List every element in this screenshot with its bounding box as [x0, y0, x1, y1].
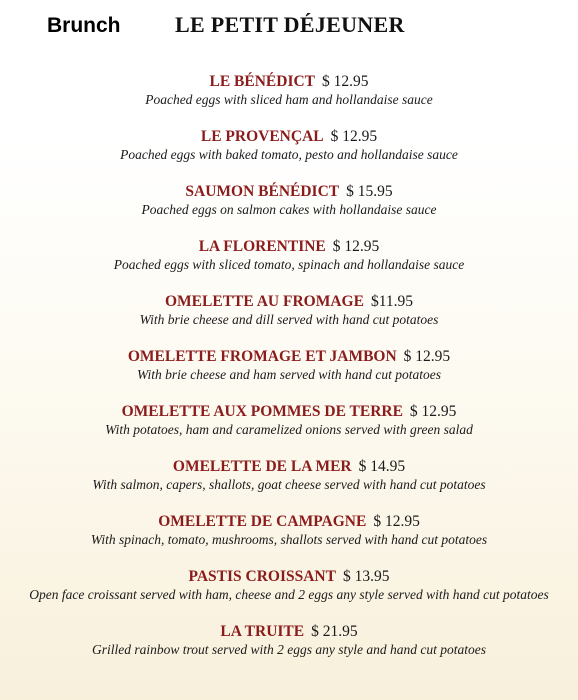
section-label: Brunch [47, 14, 121, 37]
menu-item [0, 237, 578, 274]
menu-item-name: OMELETTE DE LA MER [172, 458, 352, 475]
menu-item-heading [6, 292, 572, 311]
menu-item [0, 127, 578, 164]
menu-item-heading [6, 567, 572, 586]
menu-item-name: PASTIS CROISSANT [188, 568, 336, 585]
menu-item-price: $ 12.95 [403, 348, 451, 365]
menu-item-description: With brie cheese and dill served with hand cut potatoes [139, 312, 439, 327]
menu-item-price: $ 13.95 [342, 568, 390, 585]
menu-item-name: OMELETTE AUX POMMES DE TERRE [121, 403, 403, 420]
menu-item-price: $ 14.95 [358, 458, 406, 475]
menu-item-price: $ 15.95 [346, 183, 393, 200]
menu-item [0, 182, 578, 219]
menu-item [0, 622, 578, 659]
menu-item-description: Open face croissant served with ham, cheese and 2 eggs any style served with hand cut potatoes [29, 587, 549, 602]
menu-header [0, 12, 578, 44]
menu-item-heading [6, 237, 572, 256]
menu-item [0, 457, 578, 494]
menu-item-heading [6, 402, 572, 421]
menu-item-name: LA TRUITE [220, 623, 305, 640]
menu-title: LE PETIT DÉJEUNER [175, 12, 405, 37]
menu-item-name: LE BÉNÉDICT [209, 73, 316, 90]
menu-item [0, 512, 578, 549]
menu-item-name: LE PROVENÇAL [200, 128, 324, 145]
menu-item-price: $11.95 [370, 293, 413, 310]
menu-item [0, 402, 578, 439]
menu-item-name: OMELETTE DE CAMPAGNE [158, 513, 367, 530]
menu-item-heading [6, 622, 572, 641]
menu-item-list [0, 72, 578, 677]
menu-item-heading [6, 72, 572, 91]
menu-item-heading [6, 457, 572, 476]
menu-item-heading [6, 127, 572, 146]
menu-item-description: With spinach, tomato, mushrooms, shallots served with hand cut potatoes [90, 532, 488, 547]
menu-item-description: With salmon, capers, shallots, goat cheese served with hand cut potatoes [92, 477, 486, 492]
menu-item-name: OMELETTE AU FROMAGE [165, 293, 364, 310]
menu-item-description: Grilled rainbow trout served with 2 eggs any style and hand cut potatoes [92, 642, 486, 657]
menu-item-description: Poached eggs with sliced ham and hollandaise sauce [145, 92, 433, 107]
menu-item [0, 72, 578, 109]
menu-item-price: $ 21.95 [311, 623, 358, 640]
menu-item-description: With brie cheese and ham served with hand cut potatoes [136, 367, 442, 382]
menu-item [0, 567, 578, 604]
menu-item-heading [6, 512, 572, 531]
menu-item-price: $ 12.95 [330, 128, 378, 145]
menu-item-price: $ 12.95 [409, 403, 457, 420]
menu-item-price: $ 12.95 [332, 238, 380, 255]
menu-item-name: SAUMON BÉNÉDICT [185, 183, 340, 200]
menu-item-name: OMELETTE FROMAGE ET JAMBON [127, 348, 397, 365]
menu-item [0, 292, 578, 329]
menu-item-description: Poached eggs on salmon cakes with hollandaise sauce [141, 202, 437, 217]
menu-item-name: LA FLORENTINE [198, 238, 326, 255]
menu-item-price: $ 12.95 [373, 513, 420, 530]
menu-item-heading [6, 347, 572, 366]
menu-item-heading [6, 182, 572, 201]
menu-item-price: $ 12.95 [322, 73, 369, 90]
menu-item-description: Poached eggs with baked tomato, pesto and hollandaise sauce [120, 147, 458, 162]
menu-item [0, 347, 578, 384]
menu-item-description: Poached eggs with sliced tomato, spinach and hollandaise sauce [113, 257, 465, 272]
menu-item-description: With potatoes, ham and caramelized onions served with green salad [105, 422, 473, 437]
